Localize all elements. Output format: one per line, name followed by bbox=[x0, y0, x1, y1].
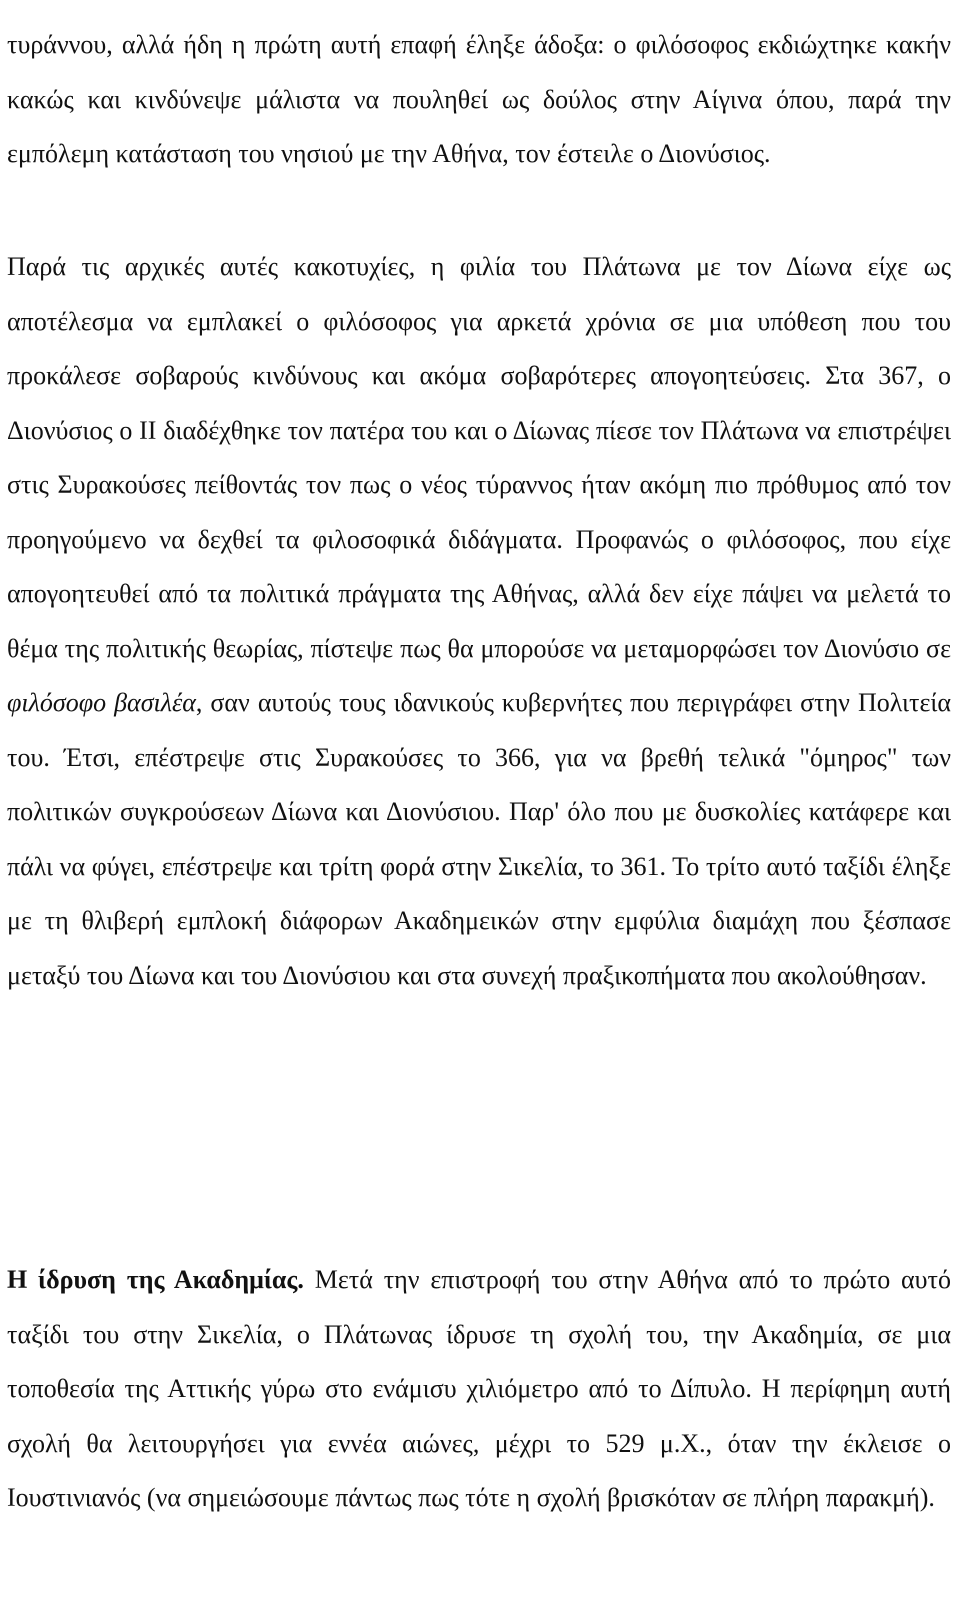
paragraph-plato-dion bbox=[7, 240, 951, 1003]
paragraph-2-text-end: , σαν αυτούς τους ιδανικούς κυβερνήτες που περιγράφει στην Πολιτεία του. Έτσι, επέστρεψε στις Συρακούσες το 366, για να βρεθή τελικά "όμηρος" των πολιτικών συγκρούσεων Δίωνα και Διονύσιου. Παρ' όλο που με δυσκολίες κατάφερε και πάλι να φύγει, επέστρεψε και τρίτη φορά στην Σικελία, το 361. Το τρίτο αυτό ταξίδι έληξε με τη θλιβερή εμπλοκή διάφορων Ακαδημεικών στην εμφύλια διαμάχη που ξέσπασε μεταξύ του Δίωνα και του Διονύσιου και στα συνεχή πραξικοπήματα που ακολούθησαν. bbox=[7, 688, 951, 990]
paragraph-2-text-start: Παρά τις αρχικές αυτές κακοτυχίες, η φιλία του Πλάτωνα με τον Δίωνα είχε ως αποτέλεσμα να εμπλακεί ο φιλόσοφος για αρκετά χρόνια σε μια υπόθεση που του προκάλεσε σοβαρούς κινδύνους και ακόμα σοβαρότερες απογοητεύσεις. Στα 367, ο Διονύσιος ο ΙΙ διαδέχθηκε τον πατέρα του και ο Δίωνας πίεσε τον Πλάτωνα να επιστρέψει στις Συρακούσες πείθοντάς τον πως ο νέος τύραννος ήταν ακόμη πιο πρόθυμος από τον προηγούμενο να δεχθεί τα φιλοσοφικά διδάγματα. Προφανώς ο φιλόσοφος, που είχε απογοητευθεί από τα πολιτικά πράγματα της Αθήνας, αλλά δεν είχε πάψει να μελετά το θέμα της πολιτικής θεωρίας, πίστεψε πως θα μπορούσε να μεταμορφώσει τον Διονύσιο σε bbox=[7, 252, 951, 663]
paragraph-academy-founding bbox=[7, 1253, 951, 1526]
section-heading-academy: Η ίδρυση της Ακαδημίας. bbox=[7, 1265, 304, 1294]
paragraph-continuation bbox=[7, 18, 951, 182]
paragraph-3-text: Μετά την επιστροφή του στην Αθήνα από το πρώτο αυτό ταξίδι του στην Σικελία, ο Πλάτωνας ίδρυσε τη σχολή του, την Ακαδημία, σε μια τοποθεσία της Αττικής γύρω στο ενάμισυ χιλιόμετρο από το Δίπυλο. Η περίφημη αυτή σχολή θα λειτουργήσει για εννέα αιώνες, μέχρι το 529 μ.Χ., όταν την έκλεισε ο Ιουστινιανός (να σημειώσουμε πάντως πως τότε η σχολή βρισκόταν σε πλήρη παρακμή). bbox=[7, 1265, 951, 1512]
italic-phrase-philosopher-king: φιλόσοφο βασιλέα bbox=[7, 688, 196, 717]
paragraph-1-text: τυράννου, αλλά ήδη η πρώτη αυτή επαφή έληξε άδοξα: ο φιλόσοφος εκδιώχτηκε κακήν κακώς και κινδύνεψε μάλιστα να πουληθεί ως δούλος στην Αίγινα όπου, παρά την εμπόλεμη κατάσταση του νησιού με την Αθήνα, τον έστειλε ο Διονύσιος. bbox=[7, 30, 951, 168]
